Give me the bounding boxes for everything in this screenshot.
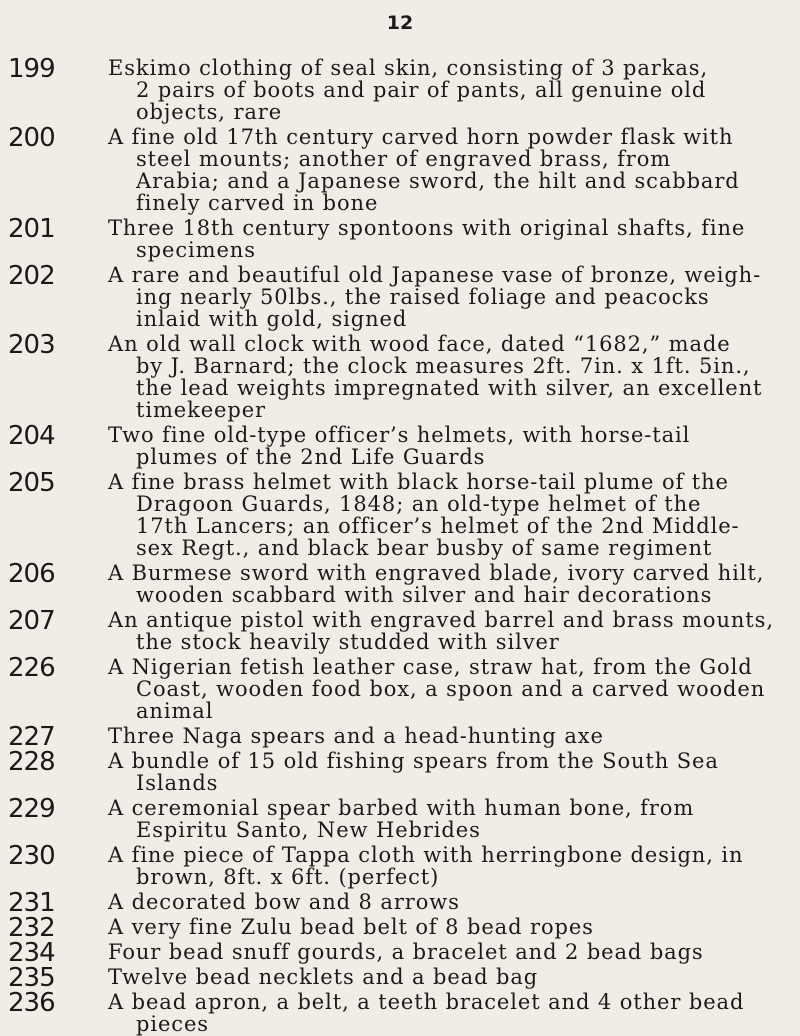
lot-description [108,421,786,468]
lot-number: 199 [8,54,55,84]
lot-description [108,468,786,559]
lot-number: 203 [8,330,55,360]
lot-list [0,54,800,1035]
lot-description-line: A Burmese sword with engraved blade, ivory carved hilt, [108,561,765,585]
lot-description-line: A ceremonial spear barbed with human bone, from [108,796,695,820]
lot-description-line: the lead weights impregnated with silver, an excellent [136,376,763,400]
lot-item [0,559,800,606]
lot-number: 227 [8,722,55,752]
lot-item [0,888,800,918]
lot-description [108,330,786,421]
lot-description-line: steel mounts; another of engraved brass, from [136,147,672,171]
lot-description-line: Dragoon Guards, 1848; an old-type helmet of the [136,492,702,516]
lot-number: 235 [8,963,55,993]
lot-description-line: A fine brass helmet with black horse-tail plume of the [108,470,729,494]
lot-item [0,261,800,330]
lot-description-line: by J. Barnard; the clock measures 2ft. 7in. x 1ft. 5in., [136,354,751,378]
lot-description [108,988,786,1035]
lot-description-line: the stock heavily studded with silver [136,630,560,654]
lot-description-line: 2 pairs of boots and pair of pants, all genuine old [136,78,707,102]
lot-description-line: Twelve bead necklets and a bead bag [108,965,539,989]
lot-description-line: Coast, wooden food box, a spoon and a carved wooden [136,677,766,701]
lot-description [108,214,786,261]
lot-description-line: finely carved in bone [136,191,379,215]
lot-description-line: A bead apron, a belt, a teeth bracelet and 4 other bead [108,990,745,1014]
lot-item [0,123,800,214]
lot-item [0,722,800,752]
lot-number: 232 [8,913,55,943]
lot-description-line: specimens [136,238,256,262]
lot-description [108,747,786,794]
lot-description-line: Arabia; and a Japanese sword, the hilt and scabbard [136,169,740,193]
lot-description [108,722,786,747]
lot-description-line: brown, 8ft. x 6ft. (perfect) [136,865,440,889]
lot-description-line: Islands [136,771,219,795]
lot-number: 205 [8,468,55,498]
lot-description [108,261,786,330]
lot-description-line: animal [136,699,214,723]
lot-number: 228 [8,747,55,777]
lot-description [108,963,786,988]
lot-description-line: Espiritu Santo, New Hebrides [136,818,481,842]
lot-item [0,794,800,841]
lot-description-line: A fine piece of Tappa cloth with herringbone design, in [108,843,744,867]
lot-item [0,988,800,1035]
lot-number: 229 [8,794,55,824]
lot-item [0,963,800,993]
lot-description-line: An antique pistol with engraved barrel and brass mounts, [108,608,774,632]
lot-description [108,54,786,123]
lot-item [0,938,800,968]
lot-description-line: A Nigerian fetish leather case, straw hat, from the Gold [108,655,753,679]
lot-description-line: plumes of the 2nd Life Guards [136,445,486,469]
lot-description [108,653,786,722]
lot-description-line: sex Regt., and black bear busby of same regiment [136,536,713,560]
lot-item [0,330,800,421]
lot-description [108,888,786,913]
lot-description-line: A decorated bow and 8 arrows [108,890,460,914]
lot-number: 234 [8,938,55,968]
lot-number: 200 [8,123,55,153]
lot-number: 201 [8,214,55,244]
lot-number: 231 [8,888,55,918]
page-number: 12 [386,12,414,34]
lot-description [108,123,786,214]
lot-description-line: ing nearly 50lbs., the raised foliage and peacocks [136,285,710,309]
lot-description [108,938,786,963]
lot-description-line: objects, rare [136,100,283,124]
lot-description-line: pieces [136,1012,209,1036]
lot-description-line: A fine old 17th century carved horn powder flask with [108,125,734,149]
lot-item [0,468,800,559]
lot-number: 202 [8,261,55,291]
lot-item [0,653,800,722]
lot-description-line: 17th Lancers; an officer’s helmet of the 2nd Middle- [136,514,740,538]
lot-description-line: A very fine Zulu bead belt of 8 bead ropes [108,915,594,939]
lot-description-line: timekeeper [136,398,266,422]
lot-number: 230 [8,841,55,871]
lot-item [0,421,800,468]
lot-item [0,913,800,943]
lot-number: 236 [8,988,55,1018]
lot-item [0,54,800,123]
lot-description-line: Eskimo clothing of seal skin, consisting of 3 parkas, [108,56,709,80]
lot-number: 226 [8,653,55,683]
lot-number: 204 [8,421,55,451]
lot-description-line: An old wall clock with wood face, dated “1682,” made [108,332,731,356]
lot-description-line: Two fine old-type officer’s helmets, with horse-tail [108,423,691,447]
lot-description [108,913,786,938]
lot-description-line: A bundle of 15 old fishing spears from the South Sea [108,749,719,773]
lot-description-line: wooden scabbard with silver and hair decorations [136,583,713,607]
lot-number: 206 [8,559,55,589]
lot-description [108,841,786,888]
lot-item [0,747,800,794]
lot-item [0,214,800,261]
lot-description [108,559,786,606]
lot-item [0,606,800,653]
lot-description-line: Four bead snuff gourds, a bracelet and 2 bead bags [108,940,704,964]
lot-description-line: Three Naga spears and a head-hunting axe [108,724,604,748]
lot-description-line: Three 18th century spontoons with original shafts, fine [108,216,746,240]
lot-description [108,794,786,841]
lot-item [0,841,800,888]
lot-number: 207 [8,606,55,636]
lot-description-line: inlaid with gold, signed [136,307,408,331]
lot-description-line: A rare and beautiful old Japanese vase of bronze, weigh- [108,263,762,287]
lot-description [108,606,786,653]
